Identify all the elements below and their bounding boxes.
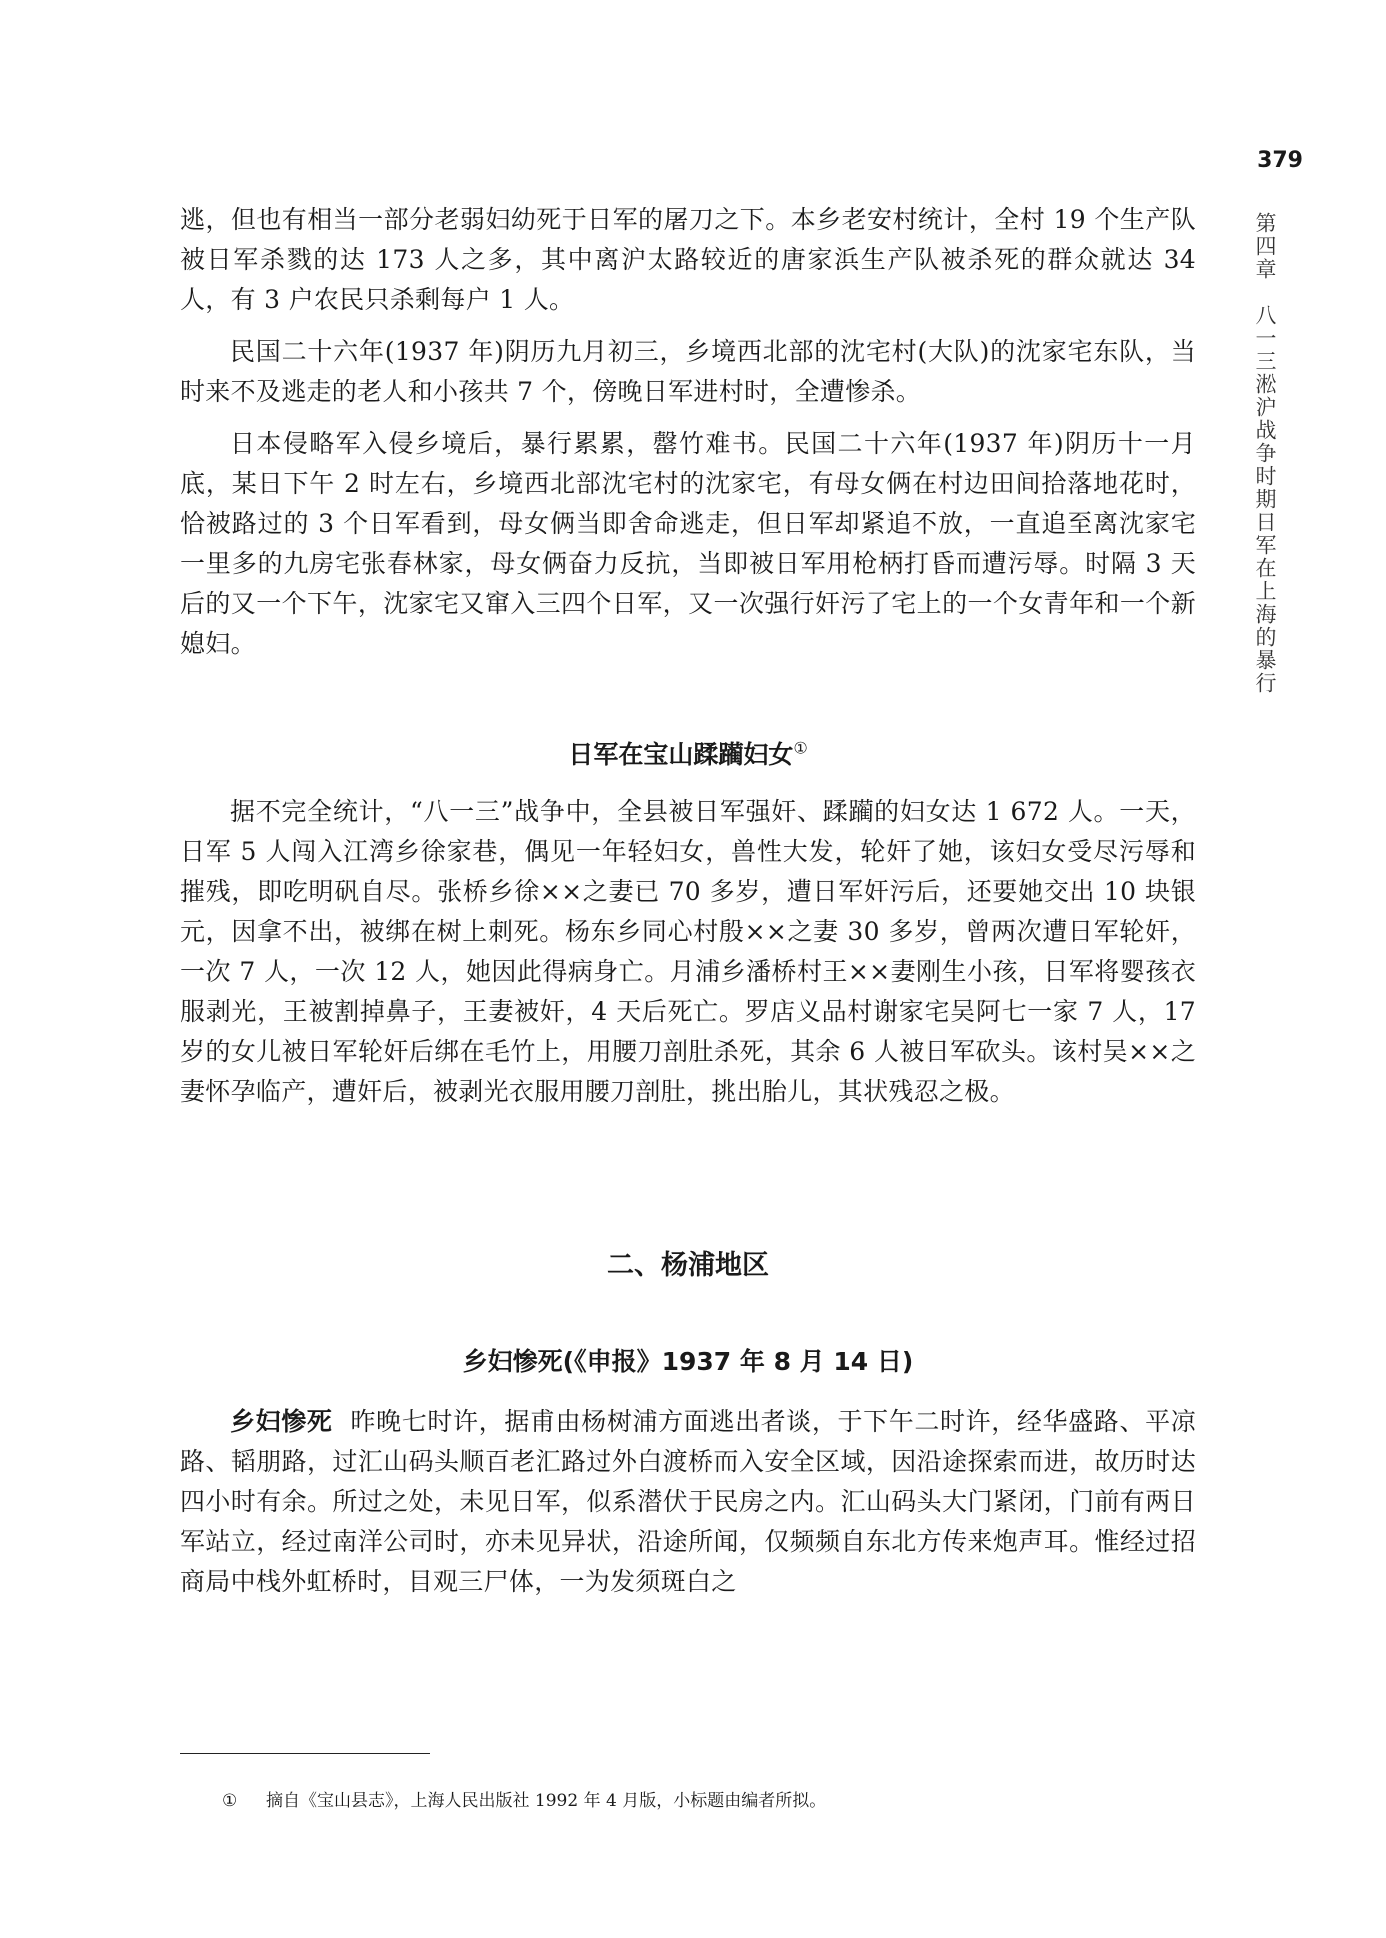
paragraph: 逃，但也有相当一部分老弱妇幼死于日军的屠刀之下。本乡老安村统计，全村 19 个生产队被日军杀戮的达 173 人之多，其中离沪太路较近的唐家浜生产队被杀死的群众就达 34 人，有 3 户农民只杀剩每户 1 人。: [180, 205, 1196, 314]
running-chapter-header: 第四章 八一三淞沪战争时期日军在上海的暴行: [1253, 212, 1277, 695]
section-3-text: [180, 1402, 1196, 1602]
paragraph: 日本侵略军入侵乡境后，暴行累累，罄竹难书。民国二十六年(1937 年)阴历十一月底，某日下午 2 时左右，乡境西北部沈宅村的沈家宅，有母女俩在村边田间拾落地花时，恰被路过的 3 个日军看到，母女俩当即舍命逃走，但日军却紧追不放，一直追至离沈家宅一里多的九房宅张春林家，母女俩奋力反抗，当即被日军用枪柄打昏而遭污辱。时隔 3 天后的又一个下午，沈家宅又窜入三四个日军，又一次强行奸污了宅上的一个女青年和一个新媳妇。: [180, 429, 1196, 658]
paragraph: [180, 1402, 1196, 1602]
footnote: [222, 1788, 1122, 1814]
article-body: 昨晚七时许，据甫由杨树浦方面逃出者谈，于下午二时许，经华盛路、平凉路、韬朋路，过汇山码头顺百老汇路过外白渡桥而入安全区域，因沿途探索而进，故历时达四小时有余。所过之处，未见日军，似系潜伏于民房之内。汇山码头大门紧闭，门前有两日军站立，经过南洋公司时，亦未见异状，沿途所闻，仅频频自东北方传来炮声耳。惟经过招商局中栈外虹桥时，目观三尸体，一为发须斑白之: [180, 1407, 1197, 1596]
heading-baoshan: [180, 735, 1196, 771]
page-number: 379: [1257, 148, 1303, 173]
paragraph: 民国二十六年(1937 年)阴历九月初三，乡境西北部的沈宅村(大队)的沈家宅东队，当时来不及逃走的老人和小孩共 7 个，傍晚日军进村时，全遭惨杀。: [180, 337, 1196, 406]
paragraph: 据不完全统计，“八一三”战争中，全县被日军强奸、蹂躏的妇女达 1 672 人。一天，日军 5 人闯入江湾乡徐家巷，偶见一年轻妇女，兽性大发，轮奸了她，该妇女受尽污辱和摧残，即吃明矾自尽。张桥乡徐××之妻已 70 多岁，遭日军奸污后，还要她交出 10 块银元，因拿不出，被绑在树上刺死。杨东乡同心村殷××之妻 30 多岁，曾两次遭日军轮奸，一次 7 人，一次 12 人，她因此得病身亡。月浦乡潘桥村王××妻刚生小孩，日军将婴孩衣服剥光，王被割掉鼻子，王妻被奸，4 天后死亡。罗店义品村谢家宅吴阿七一家 7 人，17 岁的女儿被日军轮奸后绑在毛竹上，用腰刀剖肚杀死，其余 6 人被日军砍头。该村吴××之妻怀孕临产，遭奸后，被剥光衣服用腰刀剖肚，挑出胎儿，其状残忍之极。: [180, 797, 1196, 1106]
heading-text: 日军在宝山蹂躏妇女: [568, 740, 794, 769]
heading-yangpu: 二、杨浦地区: [607, 1250, 769, 1281]
footnote-rule: [180, 1753, 430, 1754]
footnote-mark: ①: [222, 1791, 238, 1811]
section-2-text: [180, 792, 1196, 1112]
run-in-title: 乡妇惨死: [230, 1407, 333, 1436]
section-1-text: [180, 200, 1196, 664]
footnote-text: 摘自《宝山县志》，上海人民出版社 1992 年 4 月版，小标题由编者所拟。: [266, 1791, 827, 1811]
heading-article: 乡妇惨死(《申报》1937 年 8 月 14 日): [462, 1347, 914, 1376]
footnote-ref: ①: [793, 738, 808, 758]
